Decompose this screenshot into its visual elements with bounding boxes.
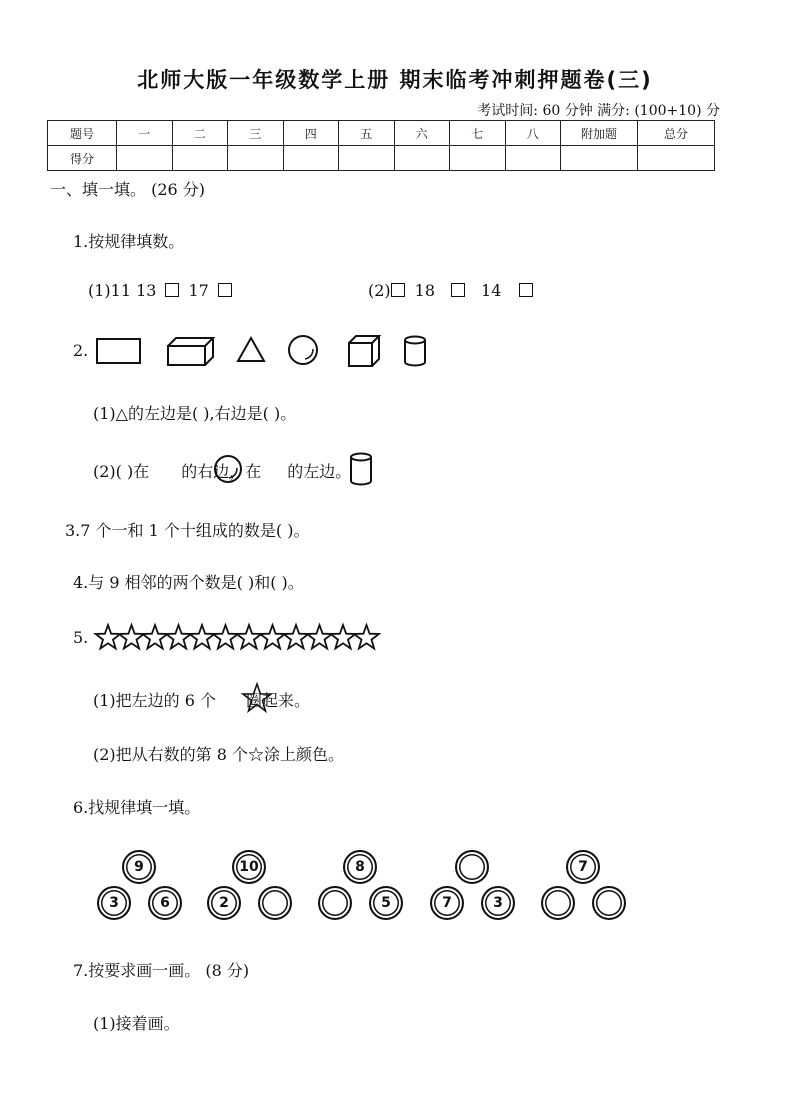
score-cell[interactable] — [505, 146, 561, 171]
stars-row — [94, 620, 384, 656]
answer-box[interactable] — [165, 283, 179, 297]
answer-box[interactable] — [391, 283, 405, 297]
score-cell[interactable] — [339, 146, 395, 171]
score-cell[interactable] — [450, 146, 506, 171]
star[interactable] — [331, 625, 356, 649]
q2-sub2-c: 的左边。 — [287, 462, 352, 481]
score-cell[interactable] — [394, 146, 450, 171]
score-header-cell: 四 — [283, 121, 339, 146]
shapes-row — [95, 334, 435, 370]
question-2-label: 2. — [73, 341, 89, 360]
q1-part2-a: 18 — [414, 281, 436, 300]
number-circle[interactable] — [318, 886, 352, 920]
answer-box[interactable] — [451, 283, 465, 297]
page-title: 北师大版一年级数学上册 期末临考冲刺押题卷(三) — [137, 68, 653, 92]
number-circle: 10 — [232, 850, 266, 884]
score-header-cell: 附加题 — [561, 121, 638, 146]
score-cell[interactable] — [638, 146, 715, 171]
q1-part1-prefix: (1)11 13 — [88, 281, 157, 300]
sphere-icon — [212, 453, 248, 485]
q2-sub2-a: (2)( )在 — [93, 462, 150, 481]
cuboid-shape — [168, 338, 213, 365]
answer-box[interactable] — [218, 283, 232, 297]
cube-shape — [349, 336, 379, 366]
number-circle[interactable] — [258, 886, 292, 920]
question-5-sub-2: (2)把从右数的第 8 个☆涂上颜色。 — [93, 745, 345, 764]
star[interactable] — [213, 625, 238, 649]
question-3: 3.7 个一和 1 个十组成的数是( )。 — [65, 521, 310, 540]
question-7-sub-1: (1)接着画。 — [93, 1014, 180, 1033]
answer-box[interactable] — [519, 283, 533, 297]
question-6-label: 6.找规律填一填。 — [73, 798, 201, 817]
number-circle: 7 — [566, 850, 600, 884]
star[interactable] — [307, 625, 332, 649]
number-circle[interactable] — [455, 850, 489, 884]
score-header-cell: 六 — [394, 121, 450, 146]
score-cell[interactable] — [283, 146, 339, 171]
cylinder-icon — [348, 452, 376, 488]
number-circle[interactable] — [592, 886, 626, 920]
q2-sub2-b: 的右边，在 — [181, 462, 262, 481]
score-cell[interactable] — [117, 146, 173, 171]
number-circle: 7 — [430, 886, 464, 920]
q5-sub1-b: 圈起来。 — [246, 691, 311, 710]
cylinder-shape — [405, 337, 425, 366]
score-header-cell: 八 — [505, 121, 561, 146]
number-circle: 9 — [122, 850, 156, 884]
score-header-cell: 二 — [172, 121, 228, 146]
q1-part1-mid: 17 — [188, 281, 209, 300]
score-cell[interactable] — [172, 146, 228, 171]
star[interactable] — [96, 625, 121, 649]
question-7-label: 7.按要求画一画。 (8 分) — [73, 961, 250, 980]
star[interactable] — [166, 625, 191, 649]
q1-part2-prefix: (2) — [368, 281, 391, 300]
question-1-part-2 — [368, 281, 533, 300]
score-cell[interactable] — [228, 146, 284, 171]
score-cell[interactable] — [561, 146, 638, 171]
question-2-sub-1: (1)△的左边是( ),右边是( )。 — [93, 404, 297, 423]
q5-sub1-a: (1)把左边的 6 个 — [93, 691, 217, 710]
number-circle: 3 — [97, 886, 131, 920]
rectangle-shape — [97, 339, 140, 363]
score-header-cell: 一 — [117, 121, 173, 146]
number-circle: 5 — [369, 886, 403, 920]
score-header-cell: 七 — [450, 121, 506, 146]
star[interactable] — [260, 625, 285, 649]
star[interactable] — [143, 625, 168, 649]
score-table — [47, 120, 715, 171]
section-heading: 一、填一填。 (26 分) — [50, 180, 206, 199]
question-4: 4.与 9 相邻的两个数是( )和( )。 — [73, 573, 304, 592]
number-circle: 3 — [481, 886, 515, 920]
number-circle[interactable] — [541, 886, 575, 920]
score-header-cell: 题号 — [48, 121, 117, 146]
score-row-label: 得分 — [48, 146, 117, 171]
triangle-shape — [238, 338, 264, 361]
score-header-row — [48, 121, 715, 146]
number-circle: 8 — [343, 850, 377, 884]
q1-part2-b: 14 — [481, 281, 502, 300]
score-header-cell: 总分 — [638, 121, 715, 146]
star-icon — [241, 682, 273, 714]
number-circle: 6 — [148, 886, 182, 920]
score-header-cell: 三 — [228, 121, 284, 146]
question-5-sub-1 — [93, 688, 310, 711]
star[interactable] — [284, 625, 309, 649]
exam-info: 考试时间: 60 分钟 满分: (100+10) 分 — [477, 103, 720, 119]
star[interactable] — [119, 625, 144, 649]
star[interactable] — [354, 625, 379, 649]
number-circle: 2 — [207, 886, 241, 920]
question-5-label: 5. — [73, 628, 89, 647]
score-header-cell: 五 — [339, 121, 395, 146]
star[interactable] — [190, 625, 215, 649]
question-1-label: 1.按规律填数。 — [73, 232, 185, 251]
sphere-shape — [289, 336, 317, 364]
question-1-part-1 — [88, 281, 232, 300]
star[interactable] — [237, 625, 262, 649]
score-entry-row — [48, 146, 715, 171]
